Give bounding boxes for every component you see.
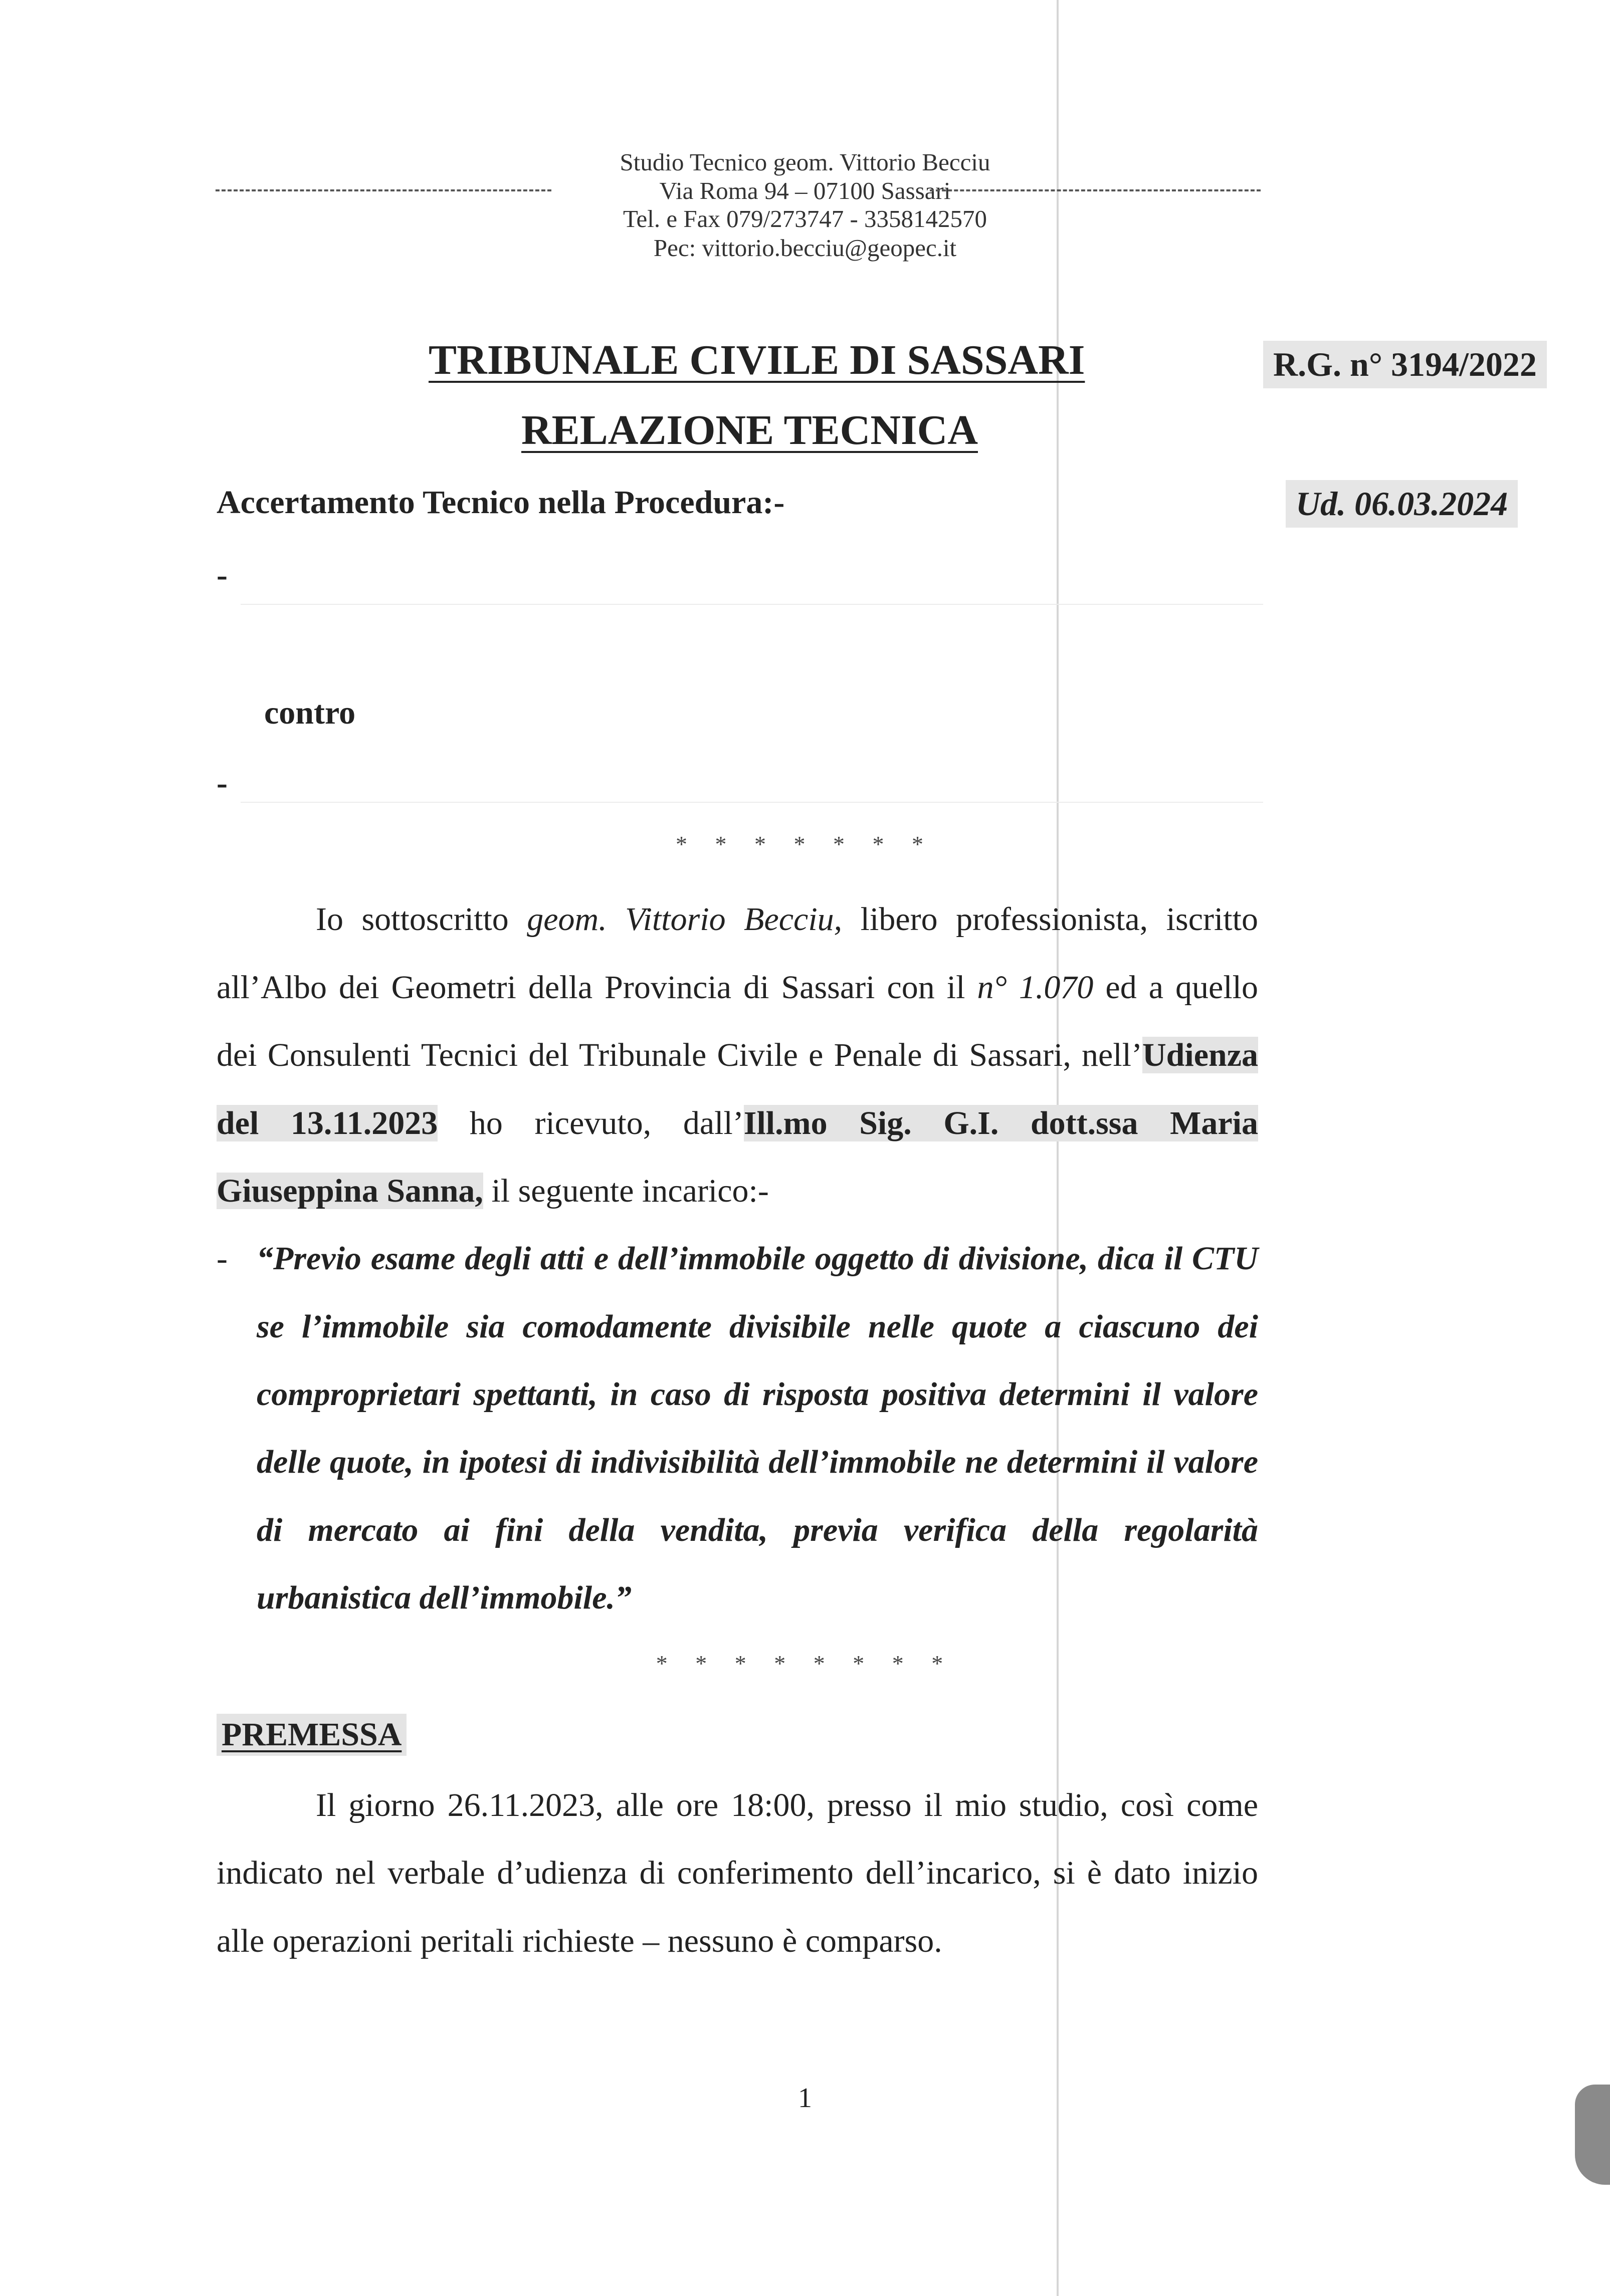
hearing-date-badge: Ud. 06.03.2024 [1286, 480, 1518, 528]
intro-text: ed a quello [1093, 969, 1258, 1006]
court-title: TRIBUNALE CIVILE DI SASSARI [429, 337, 1085, 383]
assignment-line-4: delle quote, in ipotesi di indivisibilità dell’immobile ne determini il valore [257, 1444, 1258, 1480]
separator-stars-2: * * * * * * * * [656, 1651, 954, 1676]
page-number: 1 [798, 2083, 812, 2114]
intro-text: libero professionista, iscritto [842, 901, 1258, 938]
redacted-party-line-1 [241, 604, 1263, 605]
intro-expert-name: geom. Vittorio Becciu, [527, 901, 843, 938]
premessa-line-3: alle operazioni peritali richieste – nessuno è comparso. [217, 1923, 942, 1959]
assignment-bullet: - [217, 1240, 228, 1277]
intro-judge-name-cont: Giuseppina Sanna, [217, 1173, 483, 1209]
assignment-line-5: di mercato ai fini della vendita, previa verifica della regolarità [257, 1512, 1258, 1548]
premessa-heading: PREMESSA [217, 1714, 407, 1756]
premessa-line-2: indicato nel verbale d’udienza di conferimento dell’incarico, si è dato inizio [217, 1855, 1258, 1891]
case-number-badge: R.G. n° 3194/2022 [1263, 341, 1547, 388]
intro-text: Io sottoscritto [316, 901, 527, 938]
intro-line-3 [217, 1036, 1258, 1074]
intro-text: all’Albo dei Geometri della Provincia di Sassari con il [217, 969, 977, 1006]
intro-line-4 [217, 1104, 1258, 1142]
assignment-line-1: “Previo esame degli atti e dell’immobile oggetto di divisione, dica il CTU [257, 1240, 1258, 1277]
intro-line-2 [217, 969, 1258, 1007]
party-placeholder-1: - [217, 557, 228, 593]
assignment-line-3: comproprietari spettanti, in caso di risposta positiva determini il valore [257, 1376, 1258, 1413]
assignment-line-2: se l’immobile sia comodamente divisibile nelle quote a ciascuno dei [257, 1308, 1258, 1345]
intro-judge-name: Ill.mo Sig. G.I. dott.ssa Maria [743, 1105, 1258, 1141]
separator-stars-1: * * * * * * * [676, 831, 934, 857]
redacted-party-line-2 [241, 802, 1263, 803]
intro-registration-number: n° 1.070 [977, 969, 1094, 1006]
letterhead-address: Via Roma 94 – 07100 Sassari [659, 177, 951, 204]
report-title: RELAZIONE TECNICA [521, 407, 978, 453]
letterhead-divider-right [930, 189, 1261, 191]
procedure-label: Accertamento Tecnico nella Procedura:- [217, 484, 785, 521]
premessa-line-1: Il giorno 26.11.2023, alle ore 18:00, presso il mio studio, così come [316, 1787, 1258, 1823]
letterhead-pec: Pec: vittorio.becciu@geopec.it [653, 234, 957, 262]
intro-hearing-date: del 13.11.2023 [217, 1105, 438, 1141]
intro-line-5 [217, 1172, 769, 1210]
party-placeholder-2: - [217, 765, 228, 801]
intro-hearing-highlight: Udienza [1142, 1037, 1258, 1073]
letterhead-phone: Tel. e Fax 079/273747 - 3358142570 [623, 205, 987, 233]
assignment-line-6: urbanistica dell’immobile.” [257, 1579, 632, 1616]
intro-line-1 [316, 900, 1258, 939]
letterhead-studio: Studio Tecnico geom. Vittorio Becciu [620, 148, 990, 176]
intro-text: il seguente incarico:- [483, 1173, 769, 1209]
against-label: contro [264, 695, 356, 731]
intro-text: ho ricevuto, dall’ [438, 1105, 744, 1141]
intro-text: dei Consulenti Tecnici del Tribunale Civile e Penale di Sassari, nell’ [217, 1037, 1142, 1073]
